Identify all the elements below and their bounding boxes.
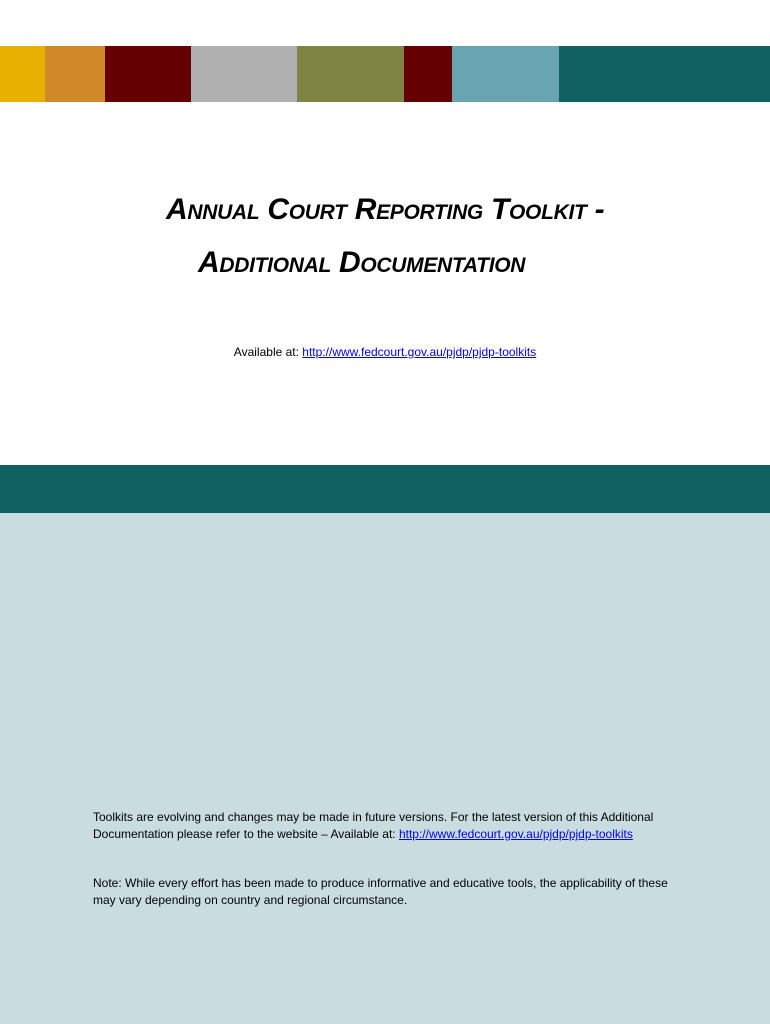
document-title-line-2: Additional Documentation xyxy=(198,246,526,279)
color-segment-gold xyxy=(0,46,45,102)
color-segment-orange xyxy=(45,46,105,102)
color-segment-light-teal xyxy=(452,46,559,102)
versions-notice-link[interactable]: http://www.fedcourt.gov.au/pjdp/pjdp-toolkits xyxy=(398,827,633,841)
lower-info-panel xyxy=(0,513,770,1024)
color-segment-maroon xyxy=(105,46,191,102)
availability-line xyxy=(0,345,770,359)
document-title-line-1: Annual Court Reporting Toolkit - xyxy=(166,193,605,226)
teal-divider-band xyxy=(0,465,770,513)
color-segment-maroon-2 xyxy=(404,46,452,102)
header-color-band xyxy=(0,46,770,102)
color-segment-gray xyxy=(191,46,297,102)
applicability-note: Note: While every effort has been made to produce informative and educative tools, the applicability of these may vary depending on country and regional circumstance. xyxy=(93,876,668,907)
versions-notice xyxy=(93,809,693,843)
availability-label: Available at: xyxy=(233,345,303,359)
toolkits-link[interactable]: http://www.fedcourt.gov.au/pjdp/pjdp-toolkits xyxy=(302,345,537,359)
color-segment-olive xyxy=(297,46,404,102)
versions-notice-text: Toolkits are evolving and changes may be made in future versions. For the latest version of this Additional Documentation please refer to the website – Available at: xyxy=(93,810,654,841)
color-segment-dark-teal xyxy=(559,46,770,102)
